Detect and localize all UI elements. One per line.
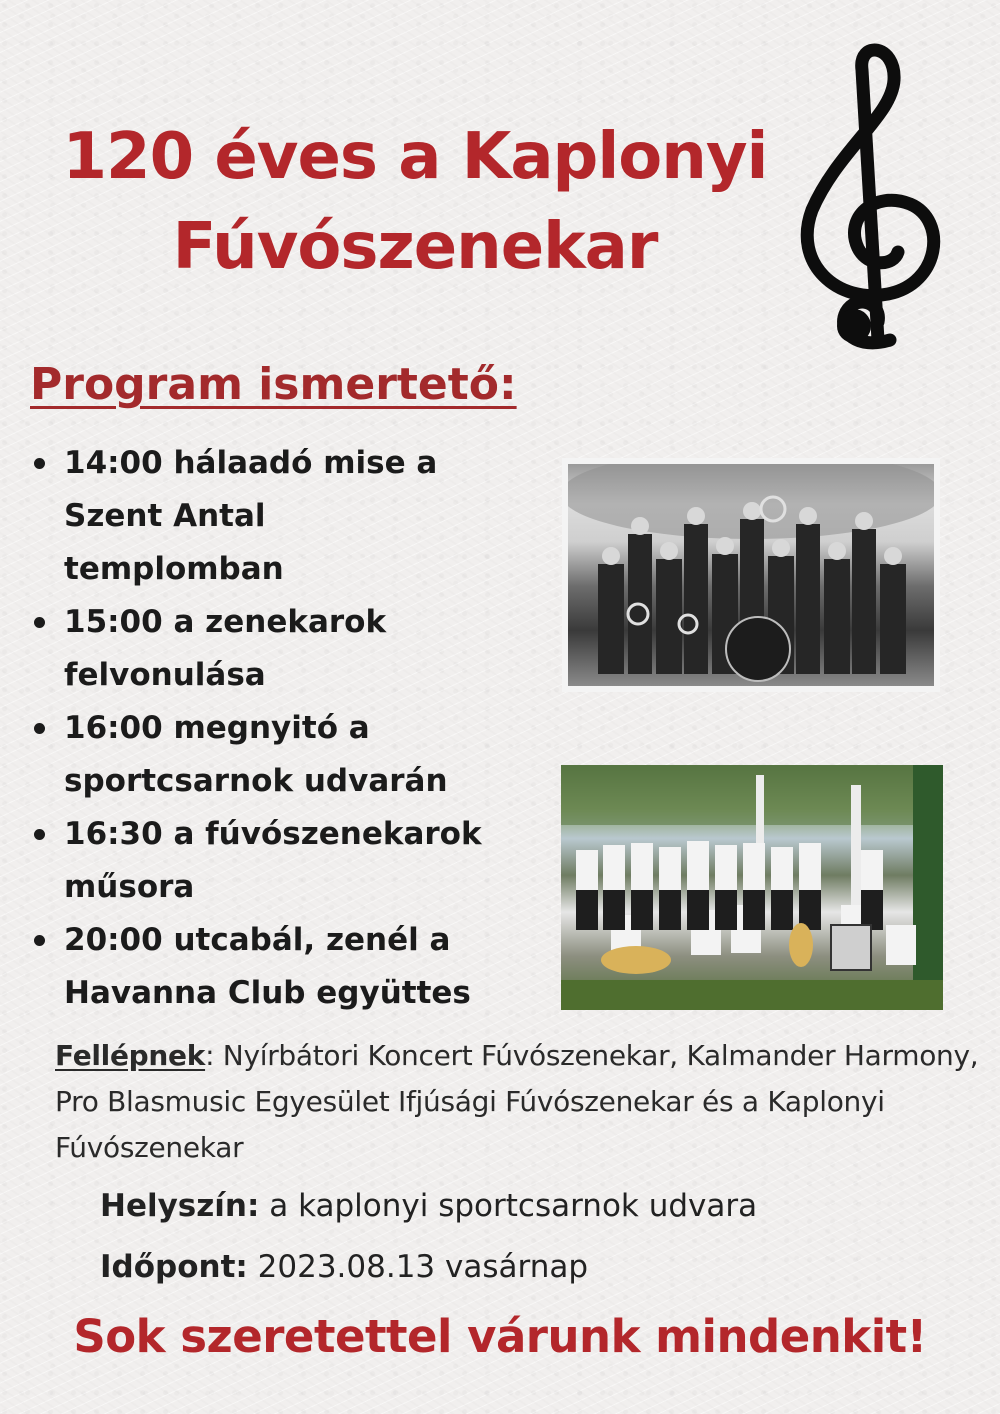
poster-title [40,112,790,292]
program-list [30,437,550,1020]
program-item-line: 14:00 hálaadó mise a [64,445,438,481]
program-item-line: 20:00 utcabál, zenél a [64,922,451,958]
program-item [30,702,550,808]
program-item-line: sportcsarnok udvarán [64,763,448,799]
bullet-icon [34,829,45,840]
bullet-icon [34,935,45,946]
program-item [30,808,550,914]
closing-message: Sok szeretettel várunk mindenkit! [73,1310,927,1363]
program-item-line: templomban [64,551,284,587]
location-row [100,1181,757,1231]
location-value: a kaplonyi sportcsarnok udvara [269,1188,758,1224]
modern-band-photo [561,765,943,1010]
program-item-line: felvonulása [64,657,266,693]
program-item [30,437,550,596]
date-value: 2023.08.13 vasárnap [257,1249,589,1285]
program-heading: Program ismertető: [30,359,517,410]
date-row [100,1242,588,1292]
bullet-icon [34,723,45,734]
historic-band-photo [562,458,940,692]
program-item-line: műsora [64,869,195,905]
treble-clef-icon [798,40,948,360]
performers-label: Fellépnek [55,1039,206,1072]
bullet-icon [34,458,45,469]
title-line-2: Fúvószenekar [172,210,658,284]
date-label: Időpont: [100,1249,248,1285]
program-item-line: 16:30 a fúvószenekarok [64,816,482,852]
program-item [30,914,550,1020]
program-item-line: Szent Antal [64,498,266,534]
program-item [30,596,550,702]
performers-text [55,1033,995,1171]
program-item-line: 15:00 a zenekarok [64,604,387,640]
program-item-line: Havanna Club együttes [64,975,471,1011]
title-line-1: 120 éves a Kaplonyi [62,120,768,194]
performers-list: : Nyírbátori Koncert Fúvószenekar, Kalmander Harmony, Pro Blasmusic Egyesület Ifjúsági Fúvószenekar és a Kaplonyi Fúvószenekar [55,1039,979,1164]
program-item-line: 16:00 megnyitó a [64,710,370,746]
location-label: Helyszín: [100,1188,260,1224]
bullet-icon [34,617,45,628]
